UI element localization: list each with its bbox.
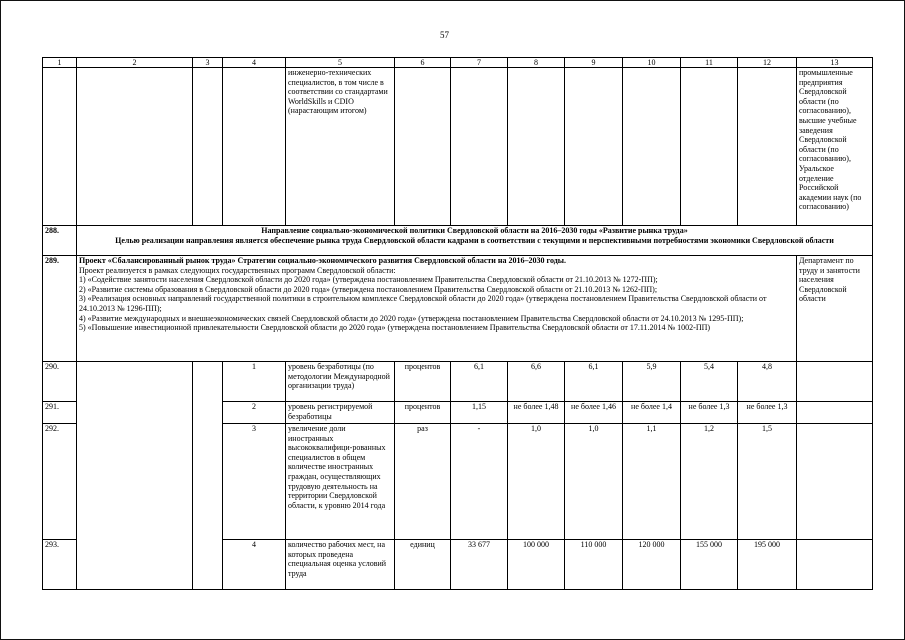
table-row [43, 362, 873, 402]
indicator-name: количество рабочих мест, на которых проведена специальная оценка условий труда [286, 540, 395, 590]
indicator-index: 2 [223, 402, 286, 424]
value: 120 000 [623, 540, 681, 590]
value: не более 1,46 [565, 402, 623, 424]
column-header-row [43, 58, 873, 68]
row-number: 288. [43, 226, 77, 256]
col-header: 3 [193, 58, 223, 68]
value: 110 000 [565, 540, 623, 590]
unit: процентов [395, 402, 451, 424]
value: 1,2 [681, 424, 738, 540]
col-header: 2 [77, 58, 193, 68]
indicator-index: 4 [223, 540, 286, 590]
project-line: 2) «Развитие системы образования в Свердловской области до 2020 года» (утверждена постановлением Правительства Свердловской области от 21.10.2013 № 1262-ПП); [79, 284, 658, 294]
project-description [77, 256, 797, 362]
col-header: 1 [43, 58, 77, 68]
section-goal: Целью реализации направления является обеспечение рынка труда Свердловской области кадрами в соответствии с текущими и перспективными потребностями экономики Свердловской области [115, 235, 834, 245]
value: 5,4 [681, 362, 738, 402]
value: 4,8 [738, 362, 797, 402]
row-number: 289. [43, 256, 77, 362]
value: не более 1,48 [508, 402, 565, 424]
page-number: 57 [440, 30, 449, 40]
row-number: 290. [43, 362, 77, 402]
responsible-executor: Департамент по труду и занятости населения Свердловской области [797, 256, 873, 362]
col-header: 9 [565, 58, 623, 68]
value: не более 1,3 [681, 402, 738, 424]
indicator-name: инженерно-технических специалистов, в том числе в соответствии со стандартами WorldSkills и CDIO (нарастающим итогом) [286, 68, 395, 226]
value: 6,6 [508, 362, 565, 402]
col-header: 5 [286, 58, 395, 68]
value: не более 1,4 [623, 402, 681, 424]
value: 33 677 [451, 540, 508, 590]
col-header: 12 [738, 58, 797, 68]
row-number: 293. [43, 540, 77, 590]
project-line: Проект реализуется в рамках следующих государственных программ Свердловской области: [79, 265, 396, 275]
value: 6,1 [451, 362, 508, 402]
value: 100 000 [508, 540, 565, 590]
col-header: 7 [451, 58, 508, 68]
value: 1,0 [565, 424, 623, 540]
project-line: 5) «Повышение инвестиционной привлекательности Свердловской области до 2020 года» (утверждена постановлением Правительства Свердловской области от 17.11.2014 № 1002-ПП) [79, 323, 711, 333]
unit: раз [395, 424, 451, 540]
project-line: 1) «Содействие занятости населения Свердловской области до 2020 года» (утверждена постановлением Правительства Свердловской области от 21.10.2013 № 1272-ПП); [79, 275, 658, 285]
project-line: 3) «Реализация основных направлений государственной политики в строительном комплексе Свердловской области до 2020 года» (утверждена постановлением Правительства Свердловской области от 24.10.2013 № 1296-ПП); [79, 294, 767, 313]
value: 155 000 [681, 540, 738, 590]
responsible-executor: промышленные предприятия Свердловской области (по согласованию), высшие учебные заведения Свердловской области (по согласованию), Уральское отделение Российской академии наук (по согласованию) [797, 68, 873, 226]
value: не более 1,3 [738, 402, 797, 424]
project-title: Проект «Сбалансированный рынок труда» Стратегии социально-экономического развития Свердловской области на 2016–2030 годы. [79, 256, 567, 265]
indicator-index: 1 [223, 362, 286, 402]
section-title: Направление социально-экономической политики Свердловской области на 2016–2030 годы «Развитие рынка труда» [261, 226, 688, 235]
value: 1,0 [508, 424, 565, 540]
section-heading [77, 226, 873, 256]
project-line: 4) «Развитие международных и внешнеэкономических связей Свердловской области до 2020 года» (утверждена постановлением Правительства Свердловской области от 24.10.2013 № 1295-ПП); [79, 313, 744, 323]
indicator-index: 3 [223, 424, 286, 540]
indicator-name: увеличение доли иностранных высококвалифици-рованных специалистов в общем количестве иностранных граждан, осуществляющих трудовую деятельность на территории Свердловской области, к уровню 2014 года [286, 424, 395, 540]
project-row-289 [43, 256, 873, 362]
indicator-name: уровень безработицы (по методологии Международной организации труда) [286, 362, 395, 402]
col-header: 10 [623, 58, 681, 68]
value: 195 000 [738, 540, 797, 590]
unit: единиц [395, 540, 451, 590]
col-header: 6 [395, 58, 451, 68]
value: 1,1 [623, 424, 681, 540]
plan-table [42, 57, 873, 590]
indicator-name: уровень регистрируемой безработицы [286, 402, 395, 424]
value: 6,1 [565, 362, 623, 402]
col-header: 8 [508, 58, 565, 68]
row-number: 292. [43, 424, 77, 540]
value: - [451, 424, 508, 540]
unit: процентов [395, 362, 451, 402]
section-row-288 [43, 226, 873, 256]
col-header: 11 [681, 58, 738, 68]
col-header: 4 [223, 58, 286, 68]
value: 1,15 [451, 402, 508, 424]
row-number: 291. [43, 402, 77, 424]
table-row-continued [43, 68, 873, 226]
value: 5,9 [623, 362, 681, 402]
value: 1,5 [738, 424, 797, 540]
col-header: 13 [797, 58, 873, 68]
